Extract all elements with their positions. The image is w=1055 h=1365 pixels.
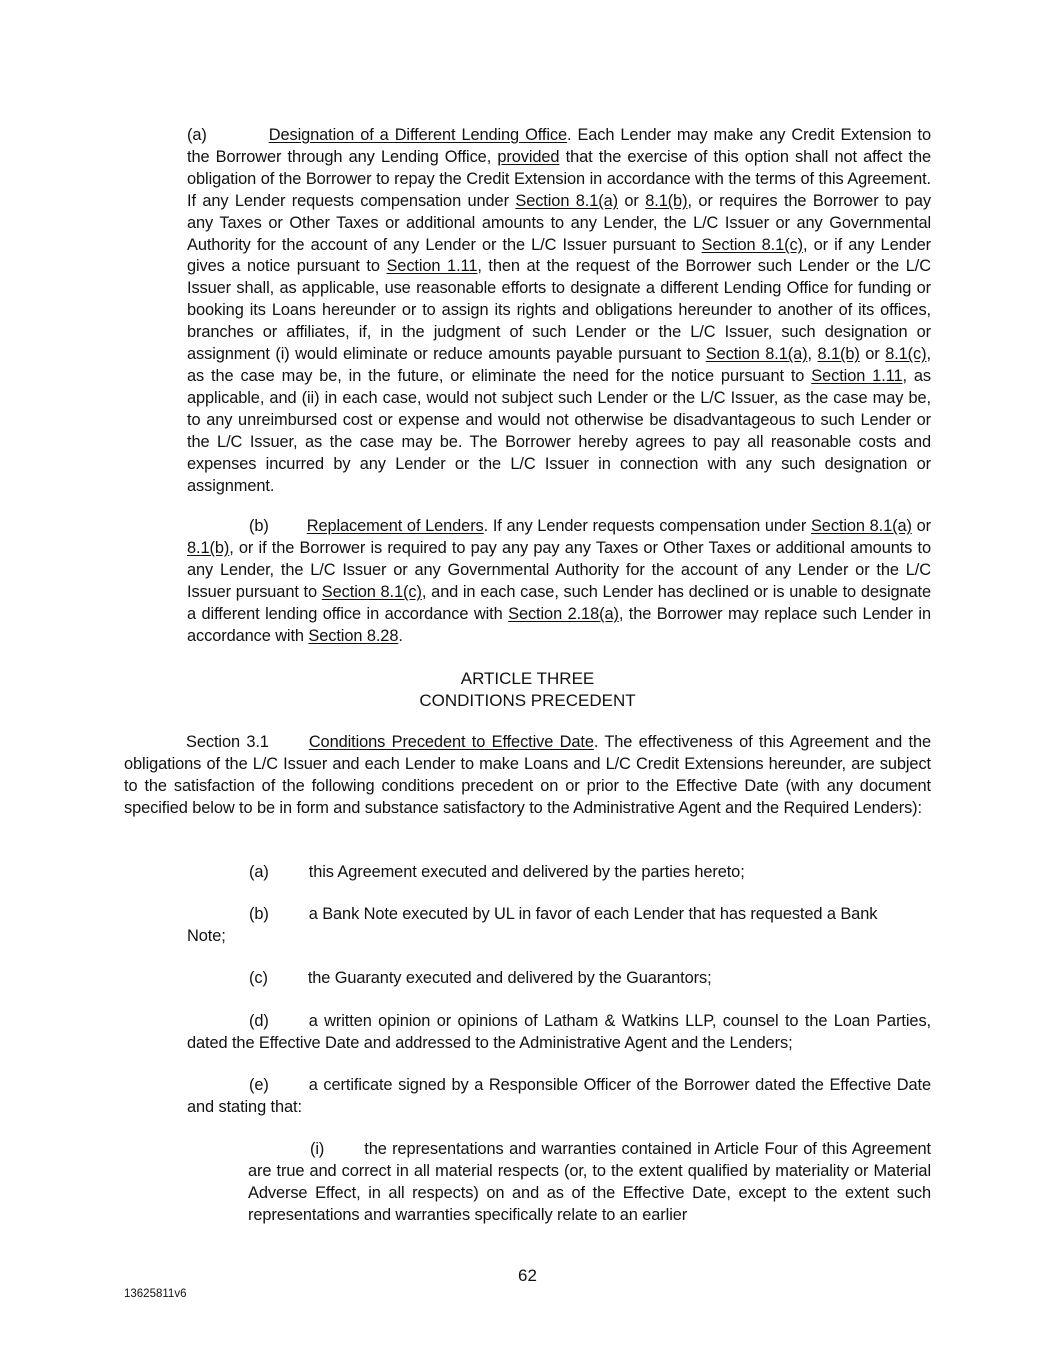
text-run: . If any Lender requests compensation under: [483, 517, 811, 535]
text-run: .: [398, 626, 403, 645]
text-run: , as the case may be, in the future, or eliminate the need for the notice pursuant to: [187, 345, 931, 385]
document-id: 13625811v6: [124, 1288, 187, 1300]
section-ref-link[interactable]: Section 1.11: [386, 257, 478, 276]
section-ref-link[interactable]: Section 8.28: [308, 626, 399, 645]
item-c-label: (c): [249, 969, 268, 987]
text-run: that the exercise of this option shall not affect the obligation of the Borrower to repay the Credit Extension in accordance with the terms of this Agreement. If any Lender requests compensation under: [187, 147, 931, 210]
section-ref-link[interactable]: Section 1.11: [811, 366, 903, 385]
text-run: ,: [807, 345, 818, 364]
section-ref-link[interactable]: Section 8.1(a): [705, 345, 808, 364]
section-ref-link[interactable]: 8.1(b): [817, 345, 860, 364]
item-d-text: a written opinion or opinions of Latham & Watkins LLP, counsel to the Loan Parties, dated the Effective Date and addressed to the Administrative Agent and the Lenders;: [187, 1012, 931, 1052]
text-run: , or if any Lender gives a notice pursuant to: [187, 235, 931, 276]
text-run: , or requires the Borrower to pay any Taxes or Other Taxes or additional amounts to any Lender, the L/C Issuer or any Governmental Authority for the account of any Lender or the L/C Issuer pursuant to: [187, 191, 931, 254]
item-b: [187, 904, 931, 948]
item-c-text: the Guaranty executed and delivered by the Guarantors;: [307, 969, 712, 987]
item-e-i-label: (i): [310, 1140, 325, 1158]
item-b-text: a Bank Note executed by UL in favor of each Lender that has requested a Bank: [308, 905, 878, 923]
text-run: or: [911, 517, 931, 535]
item-a-label: (a): [249, 863, 269, 881]
section-ref-link[interactable]: Section 2.18(a): [508, 604, 619, 623]
section-ref-link[interactable]: Section 8.1(c): [321, 582, 422, 601]
text-run: , or if the Borrower is required to pay any pay any Taxes or Other Taxes or additional amounts to any Lender, the L/C Issuer or any Governmental Authority for the account of any Lender or the L/C Issuer pursuant to: [187, 538, 931, 601]
section-3-1-label: Section 3.1: [186, 733, 269, 751]
item-b-continuation: Note;: [187, 926, 226, 945]
section-ref-link[interactable]: Section 8.1(a): [515, 191, 618, 210]
section-ref-link[interactable]: 8.1(b): [187, 538, 230, 557]
text-run: or: [617, 191, 646, 210]
paragraph-b-label: (b): [249, 517, 269, 535]
paragraph-b: [187, 516, 931, 647]
item-e-text: a certificate signed by a Responsible Officer of the Borrower dated the Effective Date and stating that:: [187, 1076, 931, 1116]
text-run: , and in each case, such Lender has declined or is unable to designate a different lending office in accordance with: [187, 582, 931, 623]
text-run: , as applicable, and (ii) in each case, would not subject such Lender or the L/C Issuer, as the case may be, to any unreimbursed cost or expense and would not otherwise be disadvantageous to such Lender or the L/C Issuer, as the case may be. The Borrower hereby agrees to pay all reasonable costs and expenses incurred by any Lender or the L/C Issuer in connection with any such designation or assignment.: [187, 366, 931, 495]
paragraph-a: [187, 125, 931, 497]
item-d: [187, 1011, 931, 1055]
section-3-1-heading: Conditions Precedent to Effective Date: [308, 733, 594, 751]
article-subtitle: CONDITIONS PRECEDENT: [419, 691, 636, 710]
section-ref-link[interactable]: Section 8.1(c): [701, 235, 803, 254]
text-run: , the Borrower may replace such Lender in accordance with: [187, 604, 931, 645]
paragraph-a-heading: Designation of a Different Lending Office: [268, 126, 567, 144]
section-ref-link[interactable]: 8.1(c): [885, 345, 927, 364]
section-ref-link[interactable]: 8.1(b): [645, 191, 688, 210]
text-run: , then at the request of the Borrower such Lender or the L/C Issuer shall, as applicable, use reasonable efforts to designate a different Lending Office for funding or booking its Loans hereunder or to assign its rights and obligations hereunder to another of its offices, branches or affiliates, if, in the judgment of such Lender or the L/C Issuer, such designation or assignment (i) would eliminate or reduce amounts payable pursuant to: [187, 257, 931, 364]
item-e-label: (e): [249, 1076, 269, 1094]
text-run: . Each Lender may make any Credit Extension to the Borrower through any Lending Office,: [187, 126, 932, 166]
paragraph-a-label: (a): [187, 126, 207, 144]
item-b-label: (b): [249, 905, 269, 923]
item-e: [187, 1075, 931, 1119]
section-3-1: [124, 732, 931, 820]
item-c: [187, 968, 931, 990]
item-a: [187, 862, 931, 884]
section-ref-link[interactable]: Section 8.1(a): [810, 517, 912, 535]
provided-term: provided: [497, 147, 560, 166]
section-3-1-text: . The effectiveness of this Agreement and the obligations of the L/C Issuer and each Lender to make Loans and L/C Credit Extensions hereunder, are subject to the satisfaction of the following conditions precedent on or prior to the Effective Date (with any document specified below to be in form and substance satisfactory to the Administrative Agent and the Required Lenders):: [124, 733, 931, 817]
page-number: 62: [518, 1266, 537, 1285]
article-title: ARTICLE THREE: [460, 669, 595, 688]
item-d-label: (d): [249, 1012, 269, 1030]
text-run: or: [859, 345, 886, 364]
item-e-i-text: the representations and warranties contained in Article Four of this Agreement are true and correct in all material respects (or, to the extent qualified by materiality or Material Adverse Effect, in all respects) on and as of the Effective Date, except to the extent such representations and warranties specifically relate to an earlier: [248, 1140, 931, 1224]
item-e-i: [248, 1139, 931, 1227]
paragraph-b-heading: Replacement of Lenders: [306, 517, 484, 535]
item-a-text: this Agreement executed and delivered by the parties hereto;: [308, 863, 745, 881]
